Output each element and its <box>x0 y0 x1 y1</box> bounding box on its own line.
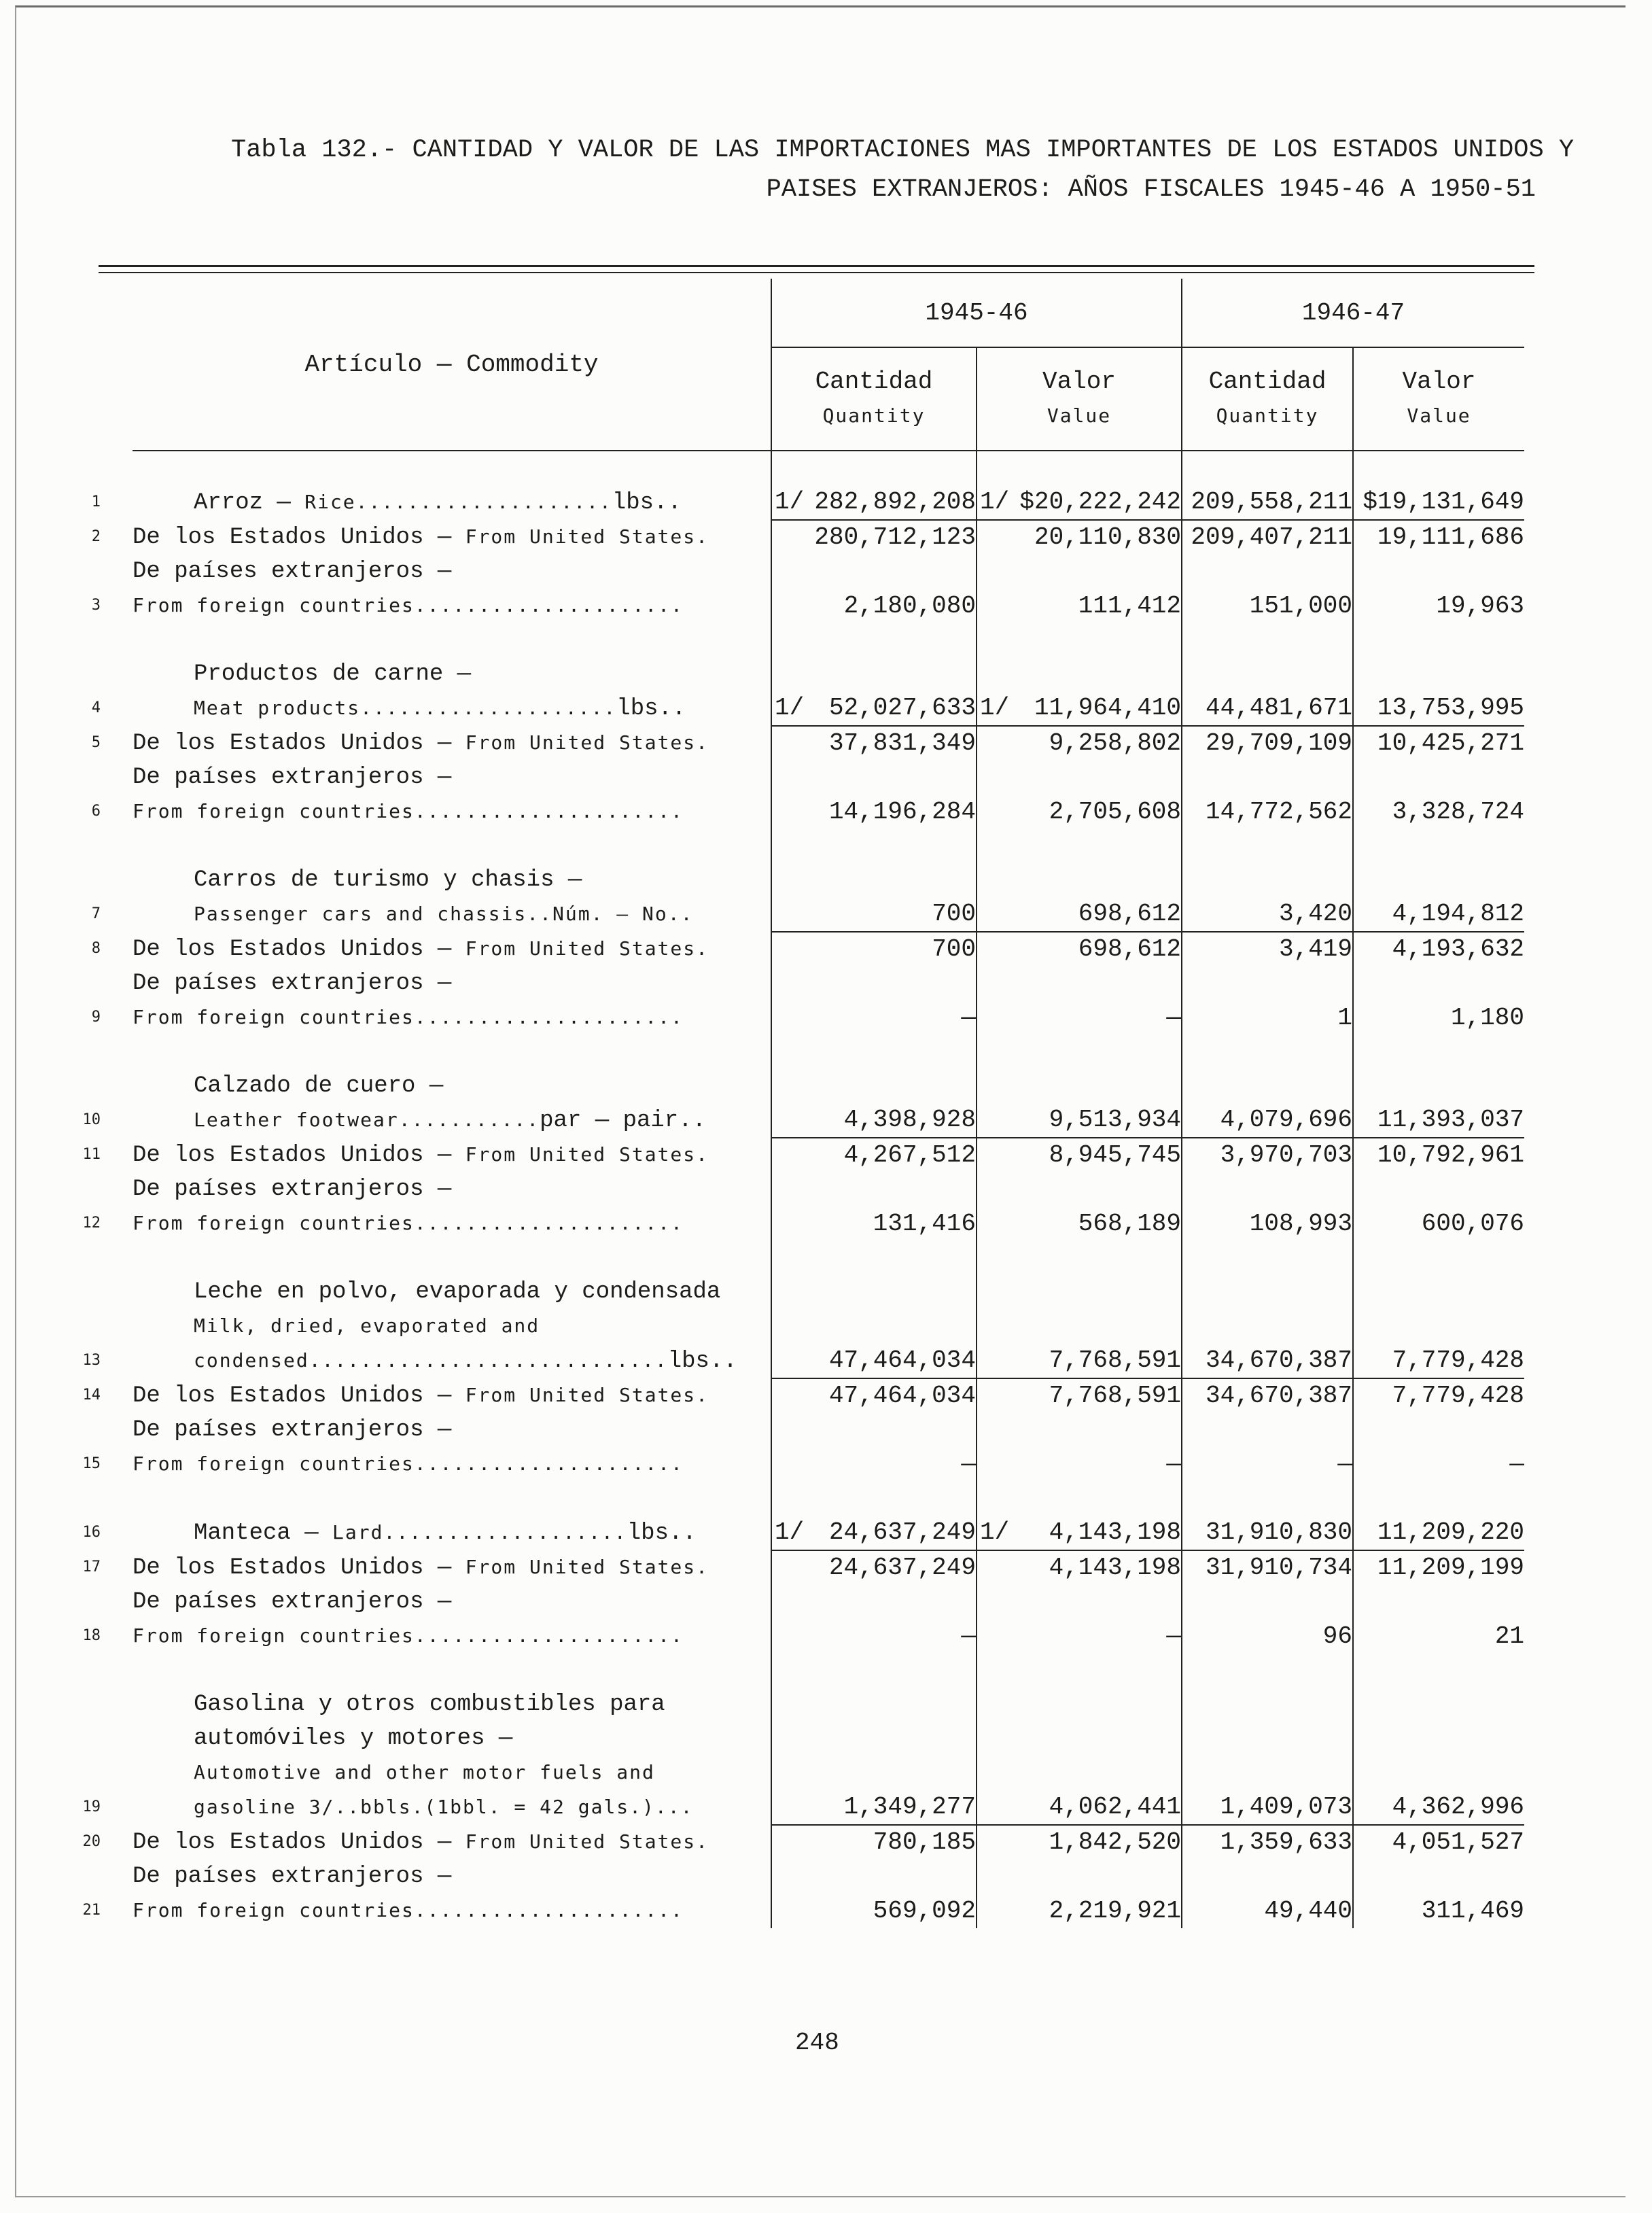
table-row: De los Estados Unidos — From United States. 280,712,123 20,110,830 209,407,211 19,111,686 <box>133 520 1524 555</box>
row-number: 21 <box>82 1902 101 1919</box>
title-line-1: Tabla 132.- CANTIDAD Y VALOR DE LAS IMPORTACIONES MAS IMPORTANTES DE LOS ESTADOS UNIDOS Y <box>231 136 1575 164</box>
row-label: Arroz — Rice....................lbs.. <box>194 490 682 516</box>
row-number: 13 <box>82 1352 101 1369</box>
row-number: 5 <box>91 734 101 751</box>
table-row <box>133 485 1524 520</box>
table-row: De los Estados Unidos — From United States. 700 698,612 3,419 4,193,632 <box>133 932 1524 966</box>
row-number: 9 <box>91 1009 101 1026</box>
row-number: 17 <box>82 1558 101 1575</box>
table-row-label-only: automóviles y motores — <box>133 1722 1524 1756</box>
table-row: From foreign countries..................... — — — — <box>133 1447 1524 1482</box>
table-row: From foreign countries..................... 131,416 568,189 108,993 600,076 <box>133 1206 1524 1241</box>
table-row-label-only: De países extranjeros — <box>133 555 1524 589</box>
commodity-header: Artículo — Commodity <box>133 279 771 451</box>
table-row: De los Estados Unidos — From United States. 37,831,349 9,258,802 29,709,109 10,425,271 <box>133 726 1524 761</box>
footnote-mark: 1/ <box>980 488 1010 516</box>
row-number: 12 <box>82 1215 101 1232</box>
row-label: From foreign countries..................... <box>133 1006 684 1028</box>
table-row: From foreign countries..................... — — 1 1,180 <box>133 1000 1524 1035</box>
row-number: 19 <box>82 1798 101 1815</box>
row-label: From foreign countries..................... <box>133 800 684 822</box>
row-label: From foreign countries..................... <box>133 1212 684 1234</box>
table-row: Meat products....................lbs.. 1/ 52,027,633 1/ 11,964,410 44,481,671 13,753,995 <box>133 691 1524 726</box>
table-row-label-only: Automotive and other motor fuels and <box>133 1756 1524 1790</box>
row-number: 8 <box>91 940 101 957</box>
table-row: De los Estados Unidos — From United States. 4,267,512 8,945,745 3,970,703 10,792,961 <box>133 1138 1524 1172</box>
value-header: Valor Value <box>1353 347 1524 451</box>
table-title <box>231 130 1575 209</box>
row-number: 6 <box>91 803 101 820</box>
table-row: From foreign countries..................... 2,180,080 111,412 151,000 19,963 <box>133 589 1524 623</box>
table-row-label-only: De países extranjeros — <box>133 966 1524 1000</box>
imports-table <box>133 279 1524 1928</box>
row-label: condensed............................lbs.. <box>194 1348 737 1374</box>
table-row-label-only: De países extranjeros — <box>133 1413 1524 1447</box>
row-number: 1 <box>91 493 101 510</box>
table-row-label-only: Productos de carne — <box>133 657 1524 691</box>
row-number: 11 <box>82 1146 101 1163</box>
row-label: De los Estados Unidos — From United States. <box>133 937 709 962</box>
quantity-header: Cantidad Quantity <box>1182 347 1353 451</box>
row-number: 18 <box>82 1627 101 1644</box>
row-label: Manteca — Lard...................lbs.. <box>194 1520 697 1546</box>
footnote-mark: 1/ <box>775 488 805 516</box>
table-row-label-only: Milk, dried, evaporated and <box>133 1309 1524 1344</box>
quantity-header: Cantidad Quantity <box>771 347 977 451</box>
page-number: 248 <box>795 2029 839 2057</box>
table-row-label-only: Calzado de cuero — <box>133 1069 1524 1103</box>
row-label: gasoline 3/..bbls.(1bbl. = 42 gals.)... <box>194 1796 694 1818</box>
table-row: condensed............................lbs.. 47,464,034 7,768,591 34,670,387 7,779,428 <box>133 1344 1524 1378</box>
cell-quantity: 1/ 282,892,208 <box>771 485 977 520</box>
row-label: From foreign countries..................... <box>133 1452 684 1475</box>
cell-value: $19,131,649 <box>1353 485 1524 520</box>
table-row-label-only: De países extranjeros — <box>133 1585 1524 1619</box>
row-label: De los Estados Unidos — From United States. <box>133 731 709 756</box>
year-header-1945-46: 1945-46 <box>771 279 1182 347</box>
value-header: Valor Value <box>977 347 1182 451</box>
table-row: Passenger cars and chassis..Núm. — No.. 700 698,612 3,420 4,194,812 <box>133 897 1524 932</box>
row-label: From foreign countries..................... <box>133 594 684 616</box>
row-label: From foreign countries..................... <box>133 1899 684 1921</box>
table-row: De los Estados Unidos — From United States. 47,464,034 7,768,591 34,670,387 7,779,428 <box>133 1378 1524 1413</box>
row-number: 7 <box>91 905 101 922</box>
table-row-label-only: De países extranjeros — <box>133 1860 1524 1894</box>
row-label: De los Estados Unidos — From United States. <box>133 1830 709 1855</box>
title-rule-bottom <box>99 272 1534 273</box>
row-number: 14 <box>82 1387 101 1404</box>
row-label: De los Estados Unidos — From United States. <box>133 1555 709 1581</box>
table-row-label-only: Gasolina y otros combustibles para <box>133 1688 1524 1722</box>
table-row: De los Estados Unidos — From United States. 780,185 1,842,520 1,359,633 4,051,527 <box>133 1825 1524 1860</box>
table-row: From foreign countries..................... — — 96 21 <box>133 1619 1524 1654</box>
table-row: gasoline 3/..bbls.(1bbl. = 42 gals.)... 1,349,277 4,062,441 1,409,073 4,362,996 <box>133 1790 1524 1825</box>
table-row: De los Estados Unidos — From United States. 24,637,249 4,143,198 31,910,734 11,209,199 <box>133 1550 1524 1585</box>
row-label: De los Estados Unidos — From United States. <box>133 525 709 551</box>
row-label: De los Estados Unidos — From United States. <box>133 1383 709 1409</box>
cell-quantity: 209,558,211 <box>1182 485 1353 520</box>
row-number: 10 <box>82 1111 101 1128</box>
year-header-1946-47: 1946-47 <box>1182 279 1524 347</box>
table-row: Leather footwear...........par — pair.. 4,398,928 9,513,934 4,079,696 11,393,037 <box>133 1103 1524 1138</box>
row-number: 20 <box>82 1833 101 1850</box>
row-label: From foreign countries..................... <box>133 1624 684 1647</box>
row-number: 4 <box>91 699 101 716</box>
cell-value: 1/ $20,222,242 <box>977 485 1182 520</box>
table-row: Manteca — Lard...................lbs.. 1/ 24,637,249 1/ 4,143,198 31,910,830 11,209,220 <box>133 1516 1524 1550</box>
table-row-label-only: De países extranjeros — <box>133 1172 1524 1206</box>
table-row-label-only: De países extranjeros — <box>133 761 1524 795</box>
row-label: Leather footwear...........par — pair.. <box>194 1108 706 1134</box>
title-line-2: PAISES EXTRANJEROS: AÑOS FISCALES 1945-46 A 1950-51 <box>766 175 1536 204</box>
title-rule-top <box>99 265 1534 267</box>
row-number: 16 <box>82 1524 101 1541</box>
row-number: 3 <box>91 597 101 614</box>
row-label: De los Estados Unidos — From United States. <box>133 1143 709 1168</box>
table-row-label-only: Leche en polvo, evaporada y condensada <box>133 1275 1524 1309</box>
row-number: 2 <box>91 528 101 545</box>
table-row-label-only: Carros de turismo y chasis — <box>133 863 1524 897</box>
row-label: Meat products....................lbs.. <box>194 696 686 722</box>
row-label: Passenger cars and chassis..Núm. — No.. <box>194 903 694 925</box>
row-number: 15 <box>82 1455 101 1472</box>
table-row: From foreign countries..................... 569,092 2,219,921 49,440 311,469 <box>133 1894 1524 1928</box>
table-row: From foreign countries..................... 14,196,284 2,705,608 14,772,562 3,328,724 <box>133 795 1524 829</box>
